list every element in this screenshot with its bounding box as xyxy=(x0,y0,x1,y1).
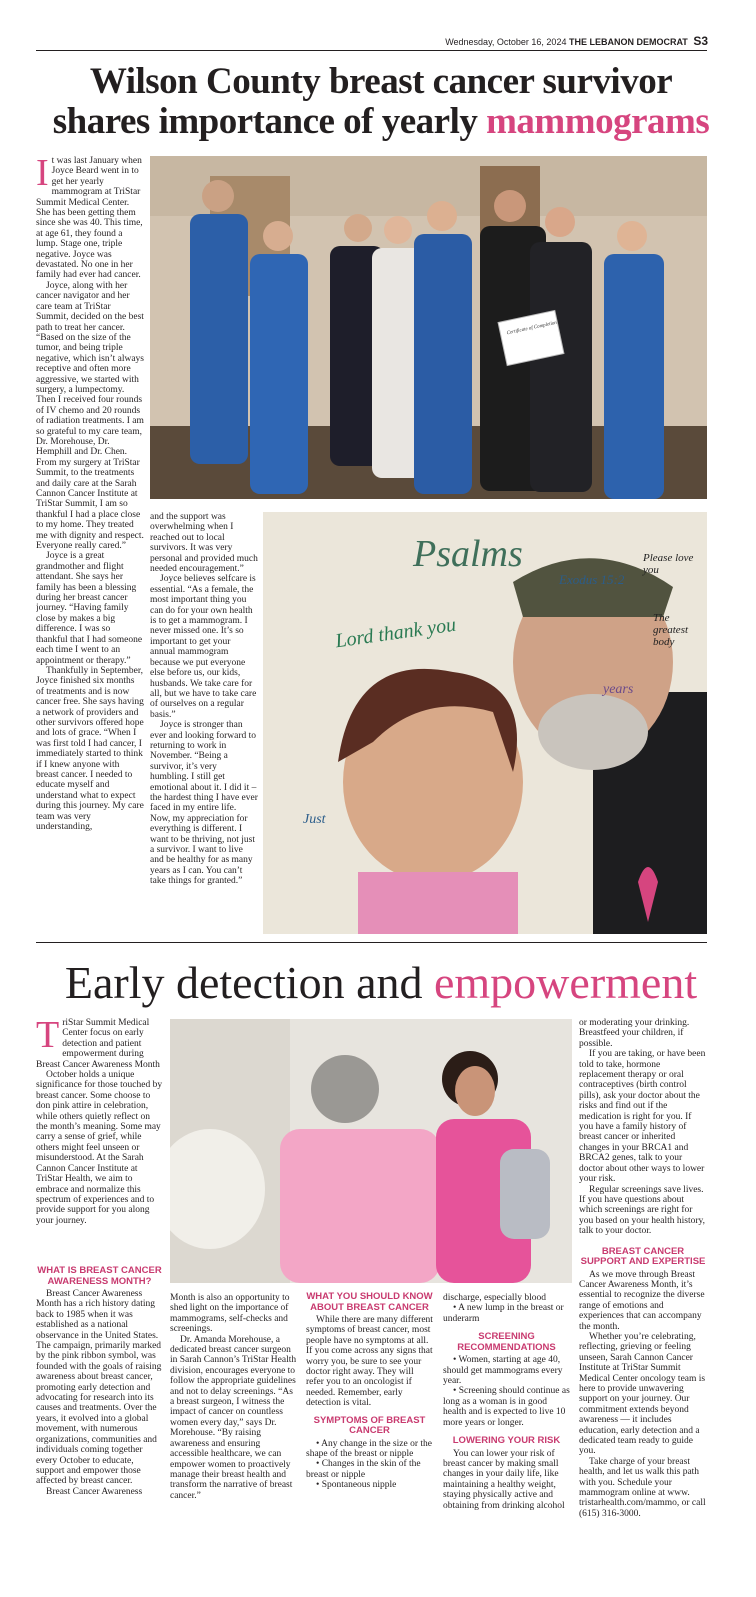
wall-text-psalms: Psalms xyxy=(413,533,523,575)
wall-text-exodus: Exodus 15:2 xyxy=(559,572,625,587)
story1-column-1 xyxy=(36,156,144,936)
subhead-symptoms: SYMPTOMS OF BREAST CANCER xyxy=(313,1414,426,1437)
story2-column-1-intro xyxy=(36,1018,163,1268)
screening-item: • Women, starting at age 40, should get mammograms every year. xyxy=(443,1355,563,1387)
story2-column-1-awareness xyxy=(36,1266,163,1536)
subhead-support-expertise: BREAST CANCER SUPPORT AND EXPERTISE xyxy=(580,1245,706,1268)
symptom-item: • Changes in the skin of the breast or nipple xyxy=(306,1459,421,1480)
wall-text-lord: Lord thank you xyxy=(333,613,458,653)
story1-column-2 xyxy=(150,512,258,936)
story2-column-3 xyxy=(306,1292,433,1536)
story2-headline-accent: empowerment xyxy=(433,957,698,1008)
story2-headline-main: Early detection and xyxy=(64,957,423,1008)
subhead-screening: SCREENING RECOMMENDATIONS xyxy=(457,1331,556,1353)
story2-paragraph: Month is also an opportunity to shed light on the importance of mammograms, self-checks and screenings. xyxy=(170,1293,290,1335)
photo-care-team xyxy=(150,156,707,499)
photo-couple-selfie xyxy=(263,512,707,934)
story1-paragraph: and the support was overwhelming when I reached out to local survivors. It was very personal and provided much needed encouragement.” xyxy=(150,512,258,575)
wall-text-just: Just xyxy=(303,812,326,827)
care-team-photo-illustration xyxy=(150,156,707,499)
story2-paragraph: While there are many different symptoms of breast cancer, most people have no symptoms at all. If you come across any signs that worry you, be sure to see your doctor right away. They will refer you to an oncologist if needed. Remember, early detection is vital. xyxy=(306,1315,433,1409)
header-rule xyxy=(36,50,707,51)
story1-paragraph: It was last January when Joyce Beard went in to get her yearly mammogram at TriStar Summit Medical Center. She has been getting them since she was 40. This time, at age 61, they found a lump. Stage one, triple negative. Joyce was devastated. No one in her family had ever had cancer. xyxy=(36,156,143,281)
story2-paragraph: Breast Cancer Awareness Month has a rich history dating back to 1985 when it was established as a national observance in the United States. The campaign, primarily marked by the pink ribbon symbol, was founded with the goals of raising awareness about breast cancer, promoting early detection and advocating for research into its causes and treatments. Over the years, it evolved into a global movement, with numerous organizations, communities and individuals coming together every October to educate, support and empower those affected by breast cancer. xyxy=(36,1289,162,1487)
story1-dropcap: I xyxy=(36,156,49,194)
story2-column-4 xyxy=(443,1293,570,1536)
screening-item: • Screening should continue as long as a woman is in good health and is expected to live 10 more years or longer. xyxy=(443,1386,570,1428)
page-header xyxy=(445,34,708,48)
story2-paragraph: Breast Cancer Awareness xyxy=(46,1486,143,1497)
story2-paragraph: Regular screenings save lives. If you have questions about which screenings are right for you based on your health history, talk to your doctor. xyxy=(579,1184,706,1237)
story2-column-5 xyxy=(579,1018,707,1536)
story-divider xyxy=(36,942,707,943)
symptom-item: • Any change in the size or the shape of the breast or nipple xyxy=(306,1438,432,1460)
symptom-item: discharge, especially blood xyxy=(443,1293,546,1303)
story1-paragraph: Joyce, along with her cancer navigator and her care team at TriStar Summit, decided on the best path to treat her cancer. “Based on the size of the tumor, and being triple negative, which isn’t always receptive and often more aggressive, we started with surgery, a lumpectomy. Then I received four rounds of IV chemo and 20 rounds of radiation treatments. I am so grateful to my care team, Dr. Morehouse, Dr. Hemphill and Dr. Chen. From my surgery at TriStar Summit, to the treatments and daily care at the Sarah Cannon Cancer Institute at TriStar Summit, I am so thankful I had a place close to my home. They treated me with dignity and respect. Everyone really cared.” xyxy=(36,280,144,552)
story1-headline-line1: Wilson County breast cancer survivor xyxy=(89,61,673,102)
story1-headline-line2 xyxy=(36,102,726,142)
story2-paragraph: If you are taking, or have been told to take, hormone replacement therapy or oral contraceptives (birth control pills), ask your doctor about the risks and find out if the medication is right for you. If you have a family history of breast cancer or inherited changes in your BRCA1 and BRCA2 genes, talk to your doctor about other ways to lower your risk. xyxy=(579,1049,706,1185)
subhead-what-you-should-know: WHAT YOU SHOULD KNOW ABOUT BREAST CANCER xyxy=(306,1292,433,1313)
story2-headline xyxy=(36,958,726,1008)
issue-date: Wednesday, October 16, 2024 xyxy=(445,37,567,47)
story2-column-2 xyxy=(170,1293,297,1536)
wall-text-please: Please love you xyxy=(643,552,694,576)
page-number: S3 xyxy=(693,34,708,48)
photo-mammogram xyxy=(170,1019,572,1283)
story1-paragraph: Joyce believes selfcare is essential. “As a female, the most important thing you can do for your own health is to get a mammogram. I never missed one. It’s so important to get your annual mammogram because we put everyone else before us, our kids, husbands. We take care for all, but we have to take care of ourselves on a regular basis.” xyxy=(150,574,257,720)
paper-name: THE LEBANON DEMOCRAT xyxy=(568,37,688,47)
wall-text-greatest: The greatest body xyxy=(653,612,689,648)
subhead-awareness-month: WHAT IS BREAST CANCER AWARENESS MONTH? xyxy=(37,1266,162,1287)
story2-paragraph: Whether you’re celebrating, reflecting, grieving or feeling unseen, Sarah Cannon Cancer Institute at TriStar Summit Medical Center oncology team is here to provide unwavering support on your journey. Our commitment extends beyond awareness — it includes education, early detection and a dedicated team ready to guide you. xyxy=(579,1331,706,1457)
symptom-item: • A new lump in the breast or underarm xyxy=(443,1303,564,1324)
story2-paragraph: Dr. Amanda Morehouse, a dedicated breast cancer surgeon in Sarah Cannon’s TriStar Health division, encourages everyone to follow the appropriate guidelines and not to delay screenings. “As a breast surgeon, I witness the impact of cancer on countless women every day,” says Dr. Morehouse. “By raising awareness and ensuring accessible healthcare, we can empower women to proactively manage their breast health and transform the narrative of breast cancer.” xyxy=(170,1334,297,1501)
story2-paragraph: Take charge of your breast health, and let us walk this path with you. Schedule your mammogram online at www. tristarhealth.com/mammo, or call (615) 316-3000. xyxy=(579,1456,706,1519)
wall-text-years: years xyxy=(603,682,634,697)
story2-paragraph: As we move through Breast Cancer Awareness Month, it’s essential to recognize the diverse range of emotions and experiences that can accompany the month. xyxy=(579,1269,705,1332)
story2-paragraph: TriStar Summit Medical Center focus on early detection and patient empowerment during Breast Cancer Awareness Month xyxy=(36,1018,160,1070)
story1-paragraph: Joyce is stronger than ever and looking forward to returning to work in November. “Being a survivor, it’s very humbling. I still get emotional about it. I did it – the hardest thing I have ever faced in my entire life. Now, my appreciation for everything is different. I want to be thriving, not just a survivor. I want to live and be healthy for as many years as I can. You can’t take things for granted.” xyxy=(150,720,258,887)
story1-headline-accent: mammograms xyxy=(486,101,710,142)
story2-paragraph: or moderating your drinking. Breastfeed your children, if possible. xyxy=(579,1018,690,1049)
story1-paragraph: Thankfully in September, Joyce finished six months of treatments and is now cancer free. She says having a network of providers and other survivors offered hope and lots of grace. “When I was first told I had cancer, I immediately started to think if I knew anyone with breast cancer. I needed to educate myself and understand what to expect during this journey. My care team was very understanding, xyxy=(36,665,144,832)
story1-headline-main: shares importance of yearly xyxy=(52,101,478,142)
story2-paragraph: October holds a unique significance for those touched by breast cancer. Some choose to don pink attire in celebration, while others quietly reflect on the month’s meaning. Some may carry a sense of grief, while others might feel unseen or misunderstood. At the Sarah Cannon Cancer Institute at TriStar Health, we aim to embrace and normalize this spectrum of experiences and to provide support for you along your journey. xyxy=(36,1070,163,1226)
story1-headline xyxy=(36,62,726,142)
symptom-item: • Spontaneous nipple xyxy=(316,1480,397,1491)
certificate-text: Certificate of Completion xyxy=(506,320,558,337)
story2-dropcap: T xyxy=(36,1018,60,1056)
subhead-lowering-risk: LOWERING YOUR RISK xyxy=(452,1435,561,1447)
mammogram-photo-illustration xyxy=(170,1019,572,1283)
story1-paragraph: Joyce is a great grandmother and flight attendant. She says her family has been a blessing during her breast cancer journey. “Having family close by makes a big difference. I was so thankful that I had someone each time I went to an appointment or therapy.” xyxy=(36,551,143,666)
story2-paragraph: You can lower your risk of breast cancer by making small changes in your daily life, like maintaining a healthy weight, staying physically active and obtaining from drinking alcohol xyxy=(443,1448,565,1511)
